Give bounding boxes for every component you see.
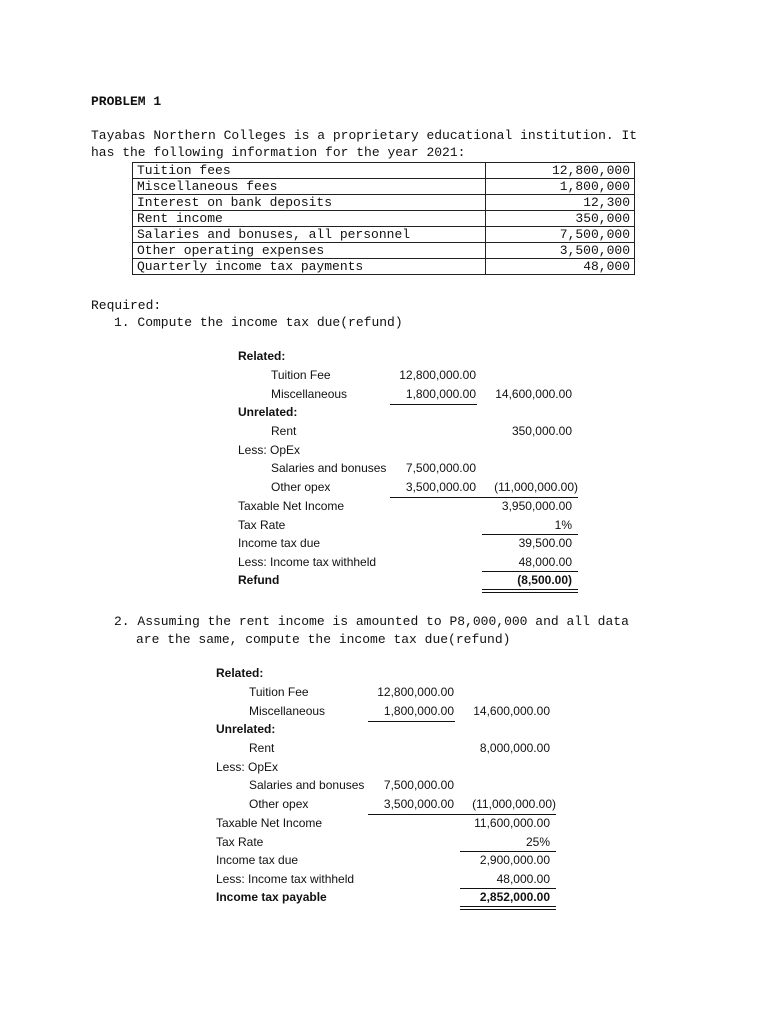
rent-value: 8,000,000.00 (479, 741, 550, 755)
tax-due-label: Income tax due (238, 536, 321, 550)
row-label: Interest on bank deposits (133, 195, 486, 211)
table-row (133, 243, 635, 259)
row-value: 7,500,000 (486, 227, 635, 243)
row-label: Other operating expenses (133, 243, 486, 259)
taxable-income-value: 11,600,000.00 (474, 816, 550, 830)
question-2-line-1: 2. Assuming the rent income is amounted to P8,000,000 and all data (114, 614, 629, 629)
row-value: 3,500,000 (486, 243, 635, 259)
required-label: Required: (91, 298, 162, 313)
row-label: Salaries and bonuses, all personnel (133, 227, 486, 243)
tuition-label: Tuition Fee (249, 685, 309, 699)
salaries-value: 7,500,000.00 (383, 778, 454, 792)
double-underline (460, 906, 556, 907)
problem-title: PROBLEM 1 (91, 94, 162, 109)
intro-line-2: has the following information for the year 2021: (91, 145, 466, 160)
rent-label: Rent (249, 741, 275, 755)
table-row (133, 259, 635, 275)
row-value: 1,800,000 (486, 179, 635, 195)
misc-value: 1,800,000.00 (383, 704, 454, 718)
tax-withheld-label: Less: Income tax withheld (238, 555, 377, 569)
opex-total: (11,000,000.00) (494, 480, 578, 494)
other-opex-value: 3,500,000.00 (405, 480, 476, 494)
salaries-label: Salaries and bonuses (249, 778, 365, 792)
row-label: Tuition fees (133, 163, 486, 179)
rent-value: 350,000.00 (511, 424, 572, 438)
taxable-income-label: Taxable Net Income (238, 499, 345, 513)
tax-withheld-value: 48,000.00 (496, 872, 550, 886)
solution-1 (238, 347, 578, 597)
less-opex: Less: OpEx (216, 760, 279, 774)
table-row (133, 163, 635, 179)
tuition-label: Tuition Fee (271, 368, 331, 382)
tuition-value: 12,800,000.00 (377, 685, 454, 699)
related-heading: Related: (238, 349, 286, 363)
other-opex-label: Other opex (249, 797, 309, 811)
row-label: Rent income (133, 211, 486, 227)
result-value: 2,852,000.00 (479, 890, 550, 904)
rent-label: Rent (271, 424, 297, 438)
tax-rate-label: Tax Rate (238, 518, 286, 532)
row-value: 350,000 (486, 211, 635, 227)
other-opex-label: Other opex (271, 480, 331, 494)
tax-rate-label: Tax Rate (216, 835, 264, 849)
unrelated-heading: Unrelated: (216, 722, 276, 736)
taxable-income-value: 3,950,000.00 (501, 499, 572, 513)
tuition-value: 12,800,000.00 (399, 368, 476, 382)
other-opex-value: 3,500,000.00 (383, 797, 454, 811)
table-row (133, 211, 635, 227)
unrelated-heading: Unrelated: (238, 405, 298, 419)
misc-value: 1,800,000.00 (405, 387, 476, 401)
related-heading: Related: (216, 666, 264, 680)
tax-due-label: Income tax due (216, 853, 299, 867)
double-underline (482, 592, 578, 593)
related-total: 14,600,000.00 (473, 704, 550, 718)
taxable-income-label: Taxable Net Income (216, 816, 323, 830)
result-value: (8,500.00) (517, 573, 572, 587)
less-opex: Less: OpEx (238, 443, 301, 457)
salaries-value: 7,500,000.00 (405, 461, 476, 475)
result-label: Refund (238, 573, 280, 587)
solution-2 (216, 664, 556, 914)
question-2-line-2: are the same, compute the income tax due(refund) (136, 632, 511, 647)
tax-due-value: 2,900,000.00 (479, 853, 550, 867)
double-underline (482, 589, 578, 590)
salaries-label: Salaries and bonuses (271, 461, 387, 475)
row-value: 12,800,000 (486, 163, 635, 179)
question-1: 1. Compute the income tax due(refund) (114, 315, 403, 330)
row-label: Quarterly income tax payments (133, 259, 486, 275)
misc-label: Miscellaneous (271, 387, 348, 401)
tax-due-value: 39,500.00 (518, 536, 572, 550)
row-value: 12,300 (486, 195, 635, 211)
opex-total: (11,000,000.00) (472, 797, 556, 811)
misc-label: Miscellaneous (249, 704, 326, 718)
row-value: 48,000 (486, 259, 635, 275)
tax-withheld-value: 48,000.00 (518, 555, 572, 569)
result-label: Income tax payable (216, 890, 327, 904)
table-row (133, 227, 635, 243)
table-row (133, 179, 635, 195)
info-table (132, 162, 635, 275)
tax-rate-value: 25% (525, 835, 550, 849)
related-total: 14,600,000.00 (495, 387, 572, 401)
table-row (133, 195, 635, 211)
tax-withheld-label: Less: Income tax withheld (216, 872, 355, 886)
double-underline (460, 909, 556, 910)
row-label: Miscellaneous fees (133, 179, 486, 195)
intro-line-1: Tayabas Northern Colleges is a proprietary educational institution. It (91, 128, 638, 143)
tax-rate-value: 1% (554, 518, 572, 532)
